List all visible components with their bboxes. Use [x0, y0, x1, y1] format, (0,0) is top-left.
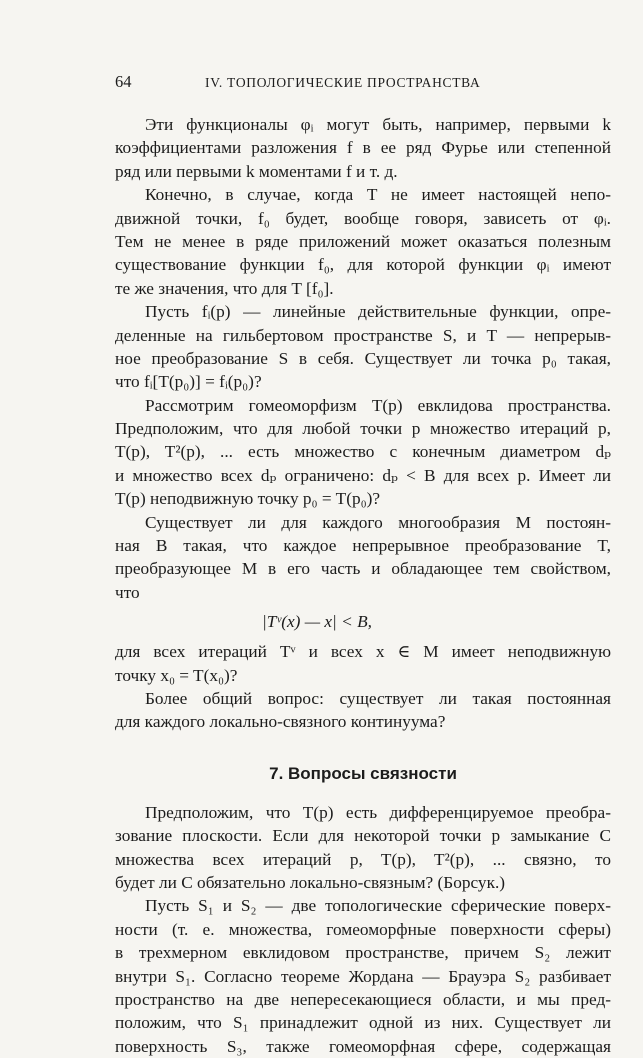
text-line: зование плоскости. Если для некоторой точки p замыкание C	[115, 826, 611, 846]
text-line: ряд или первыми k моментами f и т. д.	[115, 161, 398, 181]
text-line: в трехмерном евклидовом пространстве, причем S₂ лежит	[115, 943, 611, 963]
text-line: движной точки, f₀ будет, вообще говоря, зависеть от φᵢ.	[115, 208, 611, 228]
text-line: преобразующее M в его часть и обладающее тем свойством,	[115, 559, 611, 579]
text-line: Существует ли для каждого многообразия M постоян-	[145, 512, 611, 532]
text-line: Конечно, в случае, когда T не имеет настоящей непо-	[145, 185, 611, 205]
text-line: для каждого локально-связного континуума?	[115, 712, 446, 732]
text-line: и множество всех dₚ ограничено: dₚ < B для всех p. Имеет ли	[115, 465, 611, 485]
text-line: точку x₀ = T(x₀)?	[115, 665, 238, 685]
section-title: 7. Вопросы связности	[269, 763, 457, 783]
text-line: будет ли C обязательно локально-связным? (Борсук.)	[115, 872, 506, 892]
text-line: Эти функционалы φᵢ могут быть, например, первыми k	[145, 115, 611, 134]
running-title: IV. ТОПОЛОГИЧЕСКИЕ ПРОСТРАНСТВА	[205, 75, 481, 90]
paragraph	[115, 113, 611, 183]
paragraph	[115, 640, 611, 687]
text-line: Предположим, что T(p) есть дифференцируемое преобра-	[145, 802, 611, 822]
paragraph	[115, 894, 611, 1058]
paragraph	[115, 801, 611, 895]
paragraph	[115, 511, 611, 605]
text-line: T(p) неподвижную точку p₀ = T(p₀)?	[115, 489, 381, 509]
paragraph	[115, 687, 611, 734]
text-line: пространство на две непересекающиеся области, и мы пред-	[115, 989, 611, 1009]
text-line: существование функции f₀, для которой функции φᵢ имеют	[115, 255, 611, 275]
paragraph	[115, 394, 611, 511]
text-line: поверхность S₃, также гомеоморфная сфере, содержащая	[115, 1036, 611, 1056]
text-line: что	[115, 582, 140, 602]
text-line: множества всех итераций p, T(p), T²(p), ... связно, то	[115, 849, 611, 869]
text-line: Предположим, что для любой точки p множество итераций p,	[115, 419, 611, 439]
text-line: Пусть S₁ и S₂ — две топологические сферические поверх-	[145, 896, 611, 916]
equation: |Tᵛ(x) — x| < B,	[262, 612, 372, 632]
text-line: те же значения, что для T [f₀].	[115, 278, 334, 298]
text-line: ности (т. е. множества, гомеоморфные поверхности сферы)	[115, 919, 611, 939]
text-line: ная B такая, что каждое непрерывное преобразование T,	[115, 536, 611, 556]
paragraph	[115, 300, 611, 394]
page-header	[115, 72, 611, 98]
text-line: для всех итераций Tᵛ и всех x ∈ M имеет неподвижную	[115, 642, 611, 662]
text-line: Более общий вопрос: существует ли такая постоянная	[145, 688, 611, 708]
text-line: коэффициентами разложения f в ее ряд Фурье или степенной	[115, 138, 611, 158]
text-line: что fᵢ[T(p₀)] = fᵢ(p₀)?	[115, 372, 262, 392]
text-line: внутри S₁. Согласно теореме Жордана — Брауэра S₂ разбивает	[115, 966, 611, 986]
text-line: Рассмотрим гомеоморфизм T(p) евклидова пространства.	[145, 395, 611, 415]
paragraph	[115, 183, 611, 300]
text-line: ное преобразование S в себя. Существует ли точка p₀ такая,	[115, 348, 611, 368]
text-line: Тем не менее в ряде приложений может оказаться полезным	[115, 231, 611, 251]
text-line: T(p), T²(p), ... есть множество с конечным диаметром dₚ	[115, 442, 611, 462]
page	[115, 72, 611, 1058]
page-number: 64	[115, 72, 132, 91]
text-line: Пусть fᵢ(p) — линейные действительные функции, опре-	[145, 302, 611, 322]
text-line: положим, что S₁ принадлежит одной из них. Существует ли	[115, 1013, 611, 1033]
text-line: деленные на гильбертовом пространстве S, и T — непрерыв-	[115, 325, 611, 345]
